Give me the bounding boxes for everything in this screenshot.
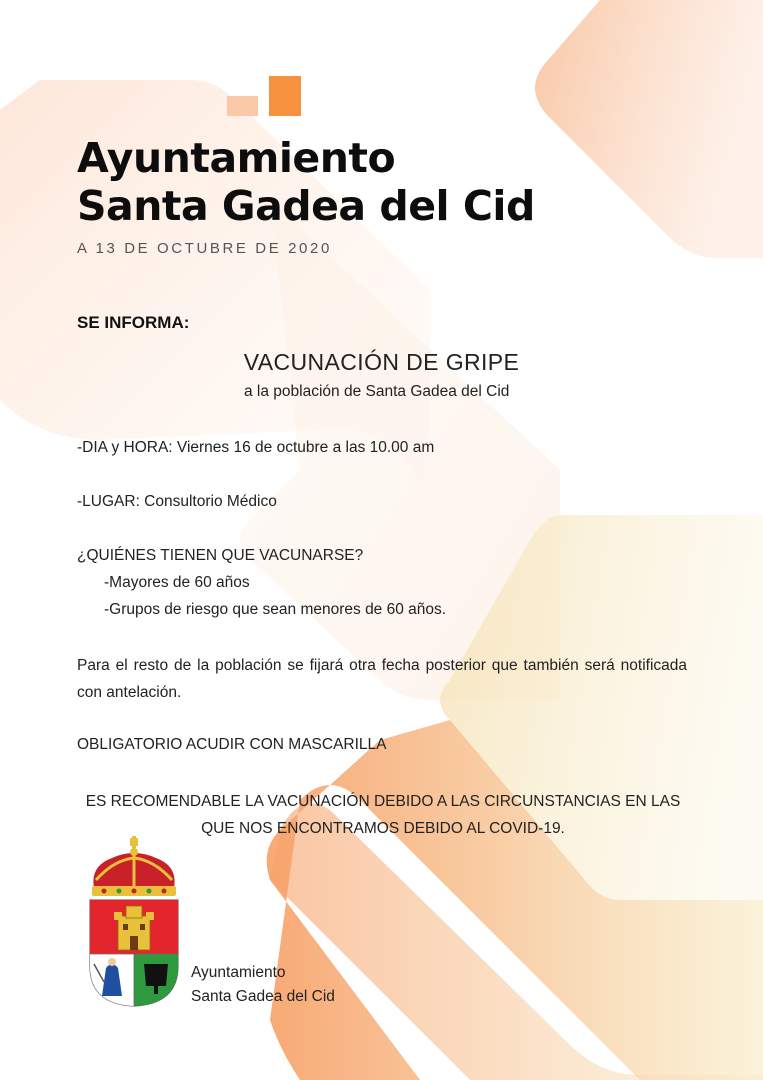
notice-rest-paragraph: Para el resto de la población se fijará otra fecha posterior que también será notificada con antelación. bbox=[77, 657, 687, 701]
title-line-2: Santa Gadea del Cid bbox=[77, 182, 535, 230]
signature bbox=[191, 961, 335, 1009]
coat-of-arms-icon bbox=[84, 836, 184, 1008]
page-title bbox=[77, 134, 535, 230]
notice-label: SE INFORMA: bbox=[77, 313, 190, 332]
notice-where: -LUGAR: Consultorio Médico bbox=[77, 493, 277, 510]
shield-icon bbox=[90, 900, 178, 1006]
title-line-1: Ayuntamiento bbox=[77, 134, 396, 182]
notice-when: -DIA y HORA: Viernes 16 de octubre a las 10.00 am bbox=[77, 439, 435, 456]
accent-square-dark bbox=[269, 76, 301, 116]
notice-heading-text: VACUNACIÓN DE GRIPE bbox=[243, 349, 520, 375]
notice-who-item: -Mayores de 60 años bbox=[104, 574, 250, 591]
notice-date: A 13 DE OCTUBRE DE 2020 bbox=[77, 240, 332, 257]
notice-mask: OBLIGATORIO ACUDIR CON MASCARILLA bbox=[77, 736, 387, 753]
crown-icon bbox=[92, 836, 176, 896]
notice-recommendation: ES RECOMENDABLE LA VACUNACIÓN DEBIDO A LAS CIRCUNSTANCIAS EN LAS QUE NOS ENCONTRAMOS DEBIDO AL COVID-19. bbox=[85, 793, 681, 837]
notice-subheading: a la población de Santa Gadea del Cid bbox=[244, 383, 510, 400]
notice-who-heading: ¿QUIÉNES TIENEN QUE VACUNARSE? bbox=[77, 547, 364, 564]
signature-line-1: Ayuntamiento bbox=[191, 964, 286, 981]
accent-square-light bbox=[227, 96, 258, 116]
notice-heading bbox=[0, 349, 763, 376]
signature-line-2: Santa Gadea del Cid bbox=[191, 988, 335, 1005]
notice-who-item: -Grupos de riesgo que sean menores de 60 años. bbox=[104, 601, 447, 618]
